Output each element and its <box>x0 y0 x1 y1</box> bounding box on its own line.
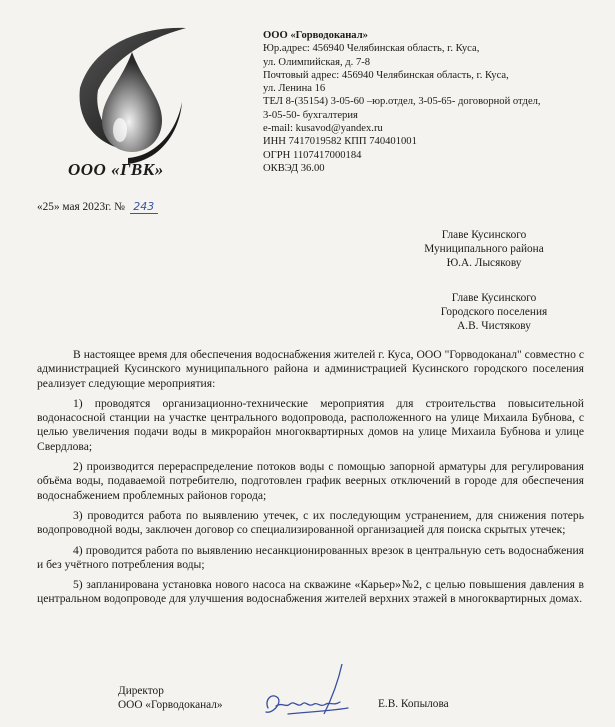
logo-caption: ООО «ГВК» <box>68 160 164 179</box>
handwritten-signature-icon <box>258 662 368 724</box>
org-line: Почтовый адрес: 456940 Челябинская область, г. Куса, <box>263 69 509 81</box>
organization-requisites <box>263 29 603 175</box>
addressee-line: Городского поселения <box>440 306 548 318</box>
org-line: ИНН 7417019582 КПП 740401001 <box>263 136 417 148</box>
addressee-line: Главе Кусинского <box>441 229 527 241</box>
addressee-line: А.В. Чистякову <box>457 320 531 332</box>
addressee-line: Ю.А. Лысякову <box>446 257 522 269</box>
addressee-settlement-head <box>409 291 579 333</box>
date-and-number <box>37 200 158 214</box>
org-line: ул. Ленина 16 <box>263 83 326 95</box>
measure-item: 1) проводятся организационно-технические мероприятия для строительства повысительной водонасосной станции на участке центрального водопровода, расположенного на улице Михаила Бубнова, с целью увеличения подачи воды в микрорайон многоквартирных домов на улице Михаила Бубнова и улице Свердлова; <box>37 396 584 453</box>
org-line: ОКВЭД 36.00 <box>263 162 325 174</box>
org-line: ОГРН 1107417000184 <box>263 149 362 161</box>
letter-body <box>37 348 584 613</box>
body-paragraph: В настоящее время для обеспечения водоснабжения жителей г. Куса, ООО "Горводоканал" совместно с администрацией Кусинского муниципального района и администрацией Кусинского городского поселения реализует следующие мероприятия: <box>37 348 584 390</box>
measure-item: 4) проводится работа по выявлению несанкционированных врезок в центральную сеть водоснабжения и без учётного потребления воды; <box>37 543 584 571</box>
org-line: 3-05-50- бухгалтерия <box>263 109 358 121</box>
organization-name: ООО «Горводоканал» <box>263 30 368 41</box>
org-line: e-mail: kusavod@yandex.ru <box>263 123 383 135</box>
position-line: ООО «Горводоканал» <box>118 699 223 711</box>
addressee-district-head <box>389 228 579 270</box>
signatory-name: Е.В. Копылова <box>378 698 449 710</box>
measure-item: 5) запланирована установка нового насоса на скважине «Карьер»№2, с целью повышения давления в центральном водопроводе для улучшения водоснабжения жителей верхних этажей в многоквартирных домах. <box>37 578 584 606</box>
addressee-line: Муниципального района <box>424 243 544 255</box>
org-line: ТЕЛ 8-(35154) 3-05-60 –юр.отдел, 3-05-65- договорной отдел, <box>263 96 541 108</box>
org-line: Юр.адрес: 456940 Челябинская область, г. Куса, <box>263 43 480 55</box>
addressee-line: Главе Кусинского <box>451 292 537 304</box>
measure-item: 3) проводится работа по выявлению утечек, с их последующим устранением, для снижения потерь водопроводной воды, заключен договор со специализированной организацией для поиска скрытых утечек; <box>37 508 584 537</box>
outgoing-number: 243 <box>130 200 158 214</box>
water-drop-logo-icon <box>58 22 198 172</box>
org-line: ул. Олимпийская, д. 7-8 <box>263 56 371 68</box>
letter-date: «25» мая 2023г. № <box>37 201 125 213</box>
position-line: Директор <box>118 685 164 697</box>
measure-item: 2) производится перераспределение потоков воды с помощью запорной арматуры для регулирования объёма воды, подаваемой потребителю, подготовлен график веерных отключений в городе для обеспечения водоснабжением проблемных районов города; <box>37 460 584 502</box>
signatory-position <box>118 684 223 712</box>
